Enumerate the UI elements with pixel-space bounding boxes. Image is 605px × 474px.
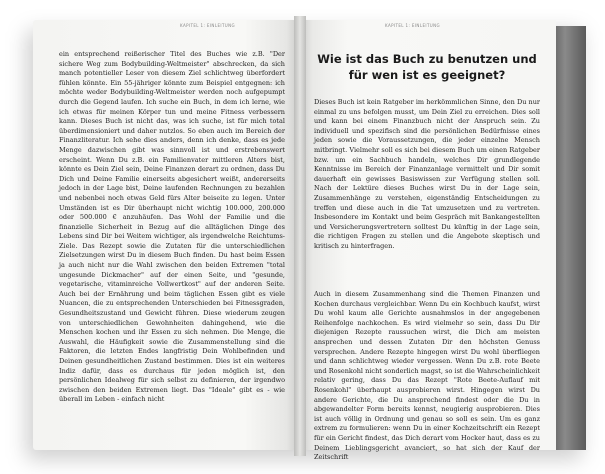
- right-page-paragraph-2: Auch in diesem Zusammenhang sind die Themen Finanzen und Kochen durchaus vergleichbar. Wenn Du ein Kochbuch kaufst, wirst Du wohl kaum alle Gerichte ausnahmslos in der angegebenen Reihenfolge nachkochen. Es wird vielmehr so sein, dass Du Dir diejenigen Rezepte raussuchen wirst, die Dich am meisten ansprechen und dessen Zutaten Dir den höchsten Genuss versprechen. Andere Rezepte hingegen wirst Du wohl überfliegen und dann schlichtweg wieder vergessen. Wenn Du z.B. rote Beete und Rosenkohl nicht sonderlich magst, so ist die Wahrscheinlichkeit relativ gering, dass Du das Rezept "Rote Beete-Auflauf mit Rosenkohl" überhaupt ausprobieren wirst. Hingegen wirst Du andere Gerichte, die Du ansprechend findest oder die Du in abgewandelter Form bereits kennst, neugierig ausprobieren. Dies ist auch völlig in Ordnung und genau so soll es sein. Um es ganz extrem zu formulieren: wenn Du in einer Kochzeitschrift ein Rezept für ein Gericht findest, das Dich derart vom Hocker haut, dass es zu Deinem Lieblingsgericht avanciert, so hat sich der Kauf der Zeitschrift: [314, 290, 540, 462]
- running-head-right: KAPITEL 1: EINLEITUNG: [385, 23, 441, 28]
- book-cover-edge: [556, 26, 586, 450]
- running-head-left: KAPITEL 1: EINLEITUNG: [180, 23, 236, 28]
- book-spine: [294, 16, 306, 456]
- left-page-body: ein entsprechend reißerischer Titel des Buches wie z.B. "Der sichere Weg zum Bodybuilding-Weltmeister" abschrecken, da sich manch potentieller Leser von diesem Ziel schlichtweg überfordert fühlen könnte. Ein 55-jähriger könnte zum Beispiel entgegnen: ich möchte weder Bodybuilding-Weltmeister werden noch aufgepumpt durch die Gegend laufen. Ich suche ein Buch, in dem ich lerne, wie ich etwas für meinen Körper tun und meine Fitness verbessern kann. Dieses Buch ist nicht das, was ich suche, ist für mich total überdimensioniert und daher nutzlos. So eben auch im Bereich der Finanzliteratur. Ich sehe dies anders, denn ich denke, dass es jede Menge dazwischen gibt was sinnvoll ist und erstrebenswert erscheint. Wenn Du z.B. ein Familienvater mittleren Alters bist, könnte es Dein Ziel sein, Deine Finanzen derart zu ordnen, dass Du Dich und Deine Familie einerseits abgesichert weißt, andererseits jedoch in der Lage bist, Deine laufenden Rechnungen zu bezahlen und nebenbei noch etwas Geld fürs Alter beiseite zu legen. Unter Umständen ist es Dir überhaupt nicht wichtig 100.000, 200.000 oder 500.000 € anzuhäufen. Das Wohl der Familie und die finanzielle Sicherheit in Bezug auf die alltäglichen Dinge des Lebens sind Dir bei Weitem wichtiger, als irgendwelche Reichtums-Ziele. Das Rezept sowie die Zutaten für die unterschiedlichen Zielsetzungen wirst Du in diesem Buch finden. Du hast beim Essen ja auch nicht nur die Wahl zwischen den beiden Extremen "total ungesunde Dickmacher" auf der einen Seite, und "gesunde, vegetarische, vitaminreiche Vollwertkost" auf der anderen Seite. Auch bei der Ernährung und beim täglichen Essen gibt es viele Nuancen, die zu entsprechenden Unterschieden bei Fitnessgraden, Gesundheitszustand und Gewicht führen. Diese wiederum zeugen von unterschiedlichen Gewohnheiten dahingehend, wie die Menschen kochen und ihr Essen zu sich nehmen. Die Menge, die Auswahl, die Häufigkeit sowie die Zusammenstellung sind die Faktoren, die letzten Endes langfristig Dein Wohlbefinden und Deinen gesundheitlichen Zustand bestimmen. Dies ist ein weiteres Indiz dafür, dass es durchaus für jeden möglich ist, den persönlichen Idealweg für sich selbst zu definieren, der irgendwo zwischen den beiden Extremen liegt. Das "Ideale" gibt es - wie überall im Leben - einfach nicht: [59, 50, 285, 404]
- left-page: [33, 20, 297, 450]
- right-page-paragraph-1: Dieses Buch ist kein Ratgeber im herkömmlichen Sinne, den Du nur einmal zu uns befolgen musst, um Dein Ziel zu erreichen. Dies soll und kann bei einem Finanzbuch nicht der Anspruch sein. Zu individuell und spezifisch sind die persönlichen Bedürfnisse eines jeden sowie die Voraussetzungen, die jeder einzelne Mensch mitbringt. Vielmehr soll es sich bei diesem Buch um einen Ratgeber bzw. um ein Sachbuch handeln, welches Dir grundlegende Kenntnisse im Bereich der Finanzanlage vermittelt und Dir somit dauerhaft ein gewisses Basiswissen zur Verfügung stellen soll. Nach der Lektüre dieses Buches wirst Du in der Lage sein, Zusammenhänge zu verstehen, eigenständig Entscheidungen zu treffen und diese auch in die Tat umzusetzen und zu vertreten. Insbesondere im Kontakt und beim Gespräch mit Bankangestellten und Versicherungsvertretern solltest Du künftig in der Lage sein, die richtigen Fragen zu stellen und die Angebote skeptisch und kritisch zu hinterfragen.: [314, 98, 540, 250]
- section-title: Wie ist das Buch zu benutzen und für wen ist es geeignet?: [317, 52, 537, 82]
- right-page: [302, 20, 556, 462]
